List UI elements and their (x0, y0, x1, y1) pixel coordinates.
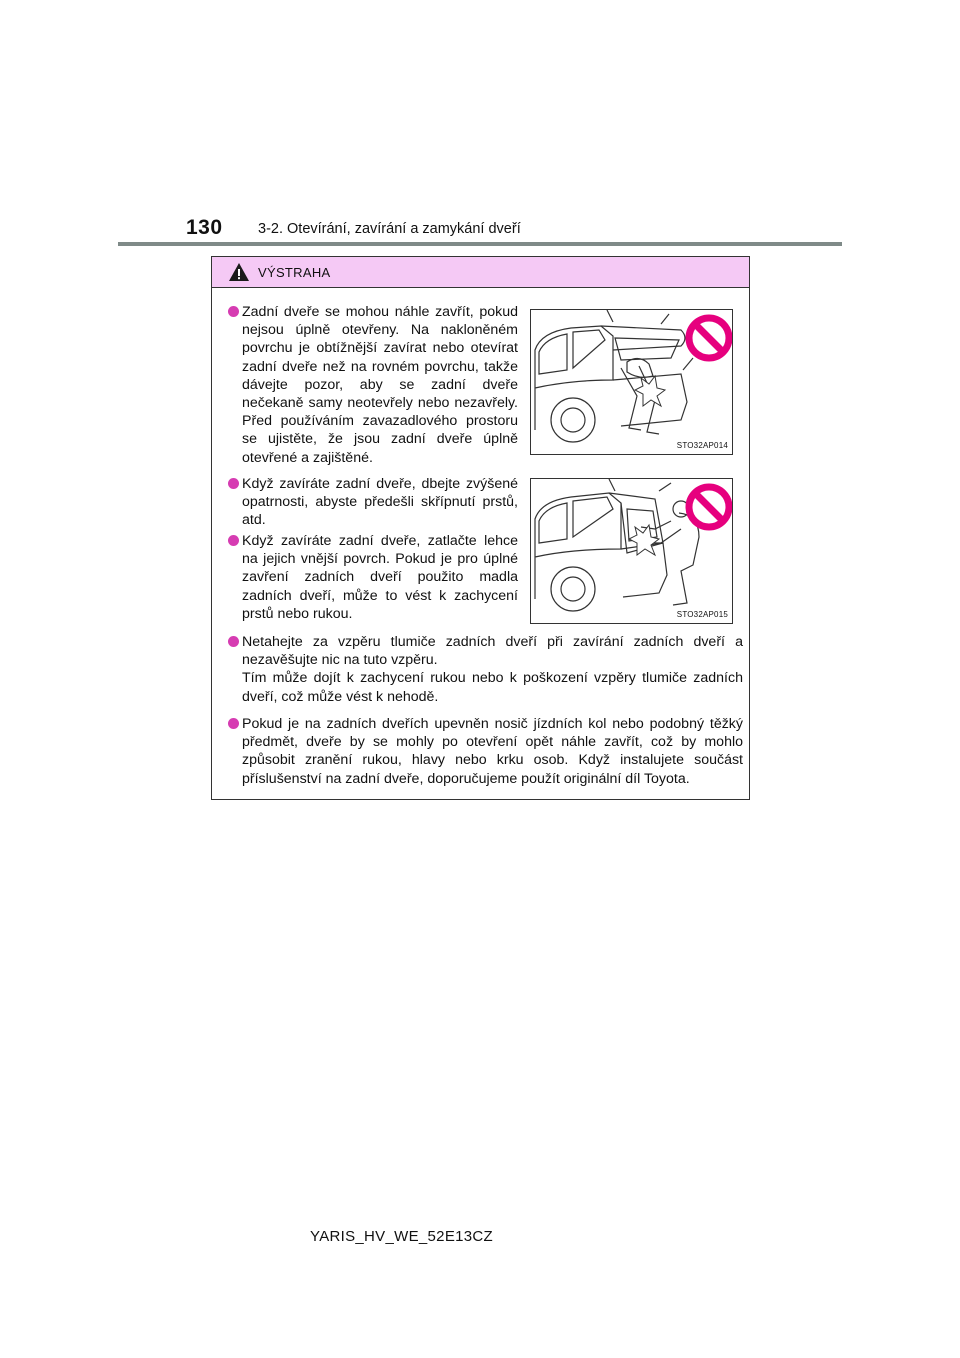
car-tailgate-illustration (531, 479, 732, 623)
car-tailgate-illustration (531, 310, 732, 454)
warning-triangle-icon (228, 262, 250, 282)
warning-box (211, 256, 750, 800)
document-id: YARIS_HV_WE_52E13CZ (310, 1228, 493, 1245)
warning-item-text: Když zavíráte zadní dveře, zatlačte lehce na jejich vnější povrch. Pokud je pro úplné zavření zadních dveří použito madla zadních dveří, může to vést k zachycení prstů nebo rukou. (242, 533, 518, 622)
warning-item-text-continued: Tím může dojít k zachycení rukou nebo k poškození vzpěry tlumiče zadních dveří, což může vést k nehodě. (242, 670, 743, 705)
bullet-icon (228, 306, 239, 317)
warning-item (228, 475, 518, 530)
illustration-code: STO32AP015 (676, 610, 728, 619)
illustration-tailgate-closing (530, 478, 733, 624)
illustration-code: STO32AP014 (676, 441, 728, 450)
warning-item (228, 633, 743, 706)
warning-item (228, 303, 518, 467)
warning-item (228, 715, 743, 788)
warning-item-text: Zadní dveře se mohou náhle zavřít, pokud nejsou úplně otevřeny. Na nakloněném povrchu je obtížnější zavírat nebo otevírat zadní dveře než na rovném povrchu, takže dávejte pozor, aby se zadní dveře nečekaně samy neotevřely nebo nezavřely. Před používáním zavazadlového prostoru se ujistěte, že jsou zadní dveře úplně otevřené a zajištěné. (242, 304, 518, 466)
warning-item-text: Když zavíráte zadní dveře, dbejte zvýšené opatrnosti, abyste předešli skřípnutí prstů, atd. (242, 476, 518, 529)
warning-item-text: Pokud je na zadních dveřích upevněn nosič jízdních kol nebo podobný těžký předmět, dveře by se mohly po otevření opět náhle zavřít, což by mohlo způsobit zranění rukou, hlavy nebo krku osob. Když instalujete součást příslušenství na zadní dveře, doporučujeme použít originální díl Toyota. (242, 716, 743, 787)
section-title: 3-2. Otevírání, zavírání a zamykání dveří (258, 221, 521, 237)
warning-item (228, 532, 518, 623)
bullet-icon (228, 718, 239, 729)
warning-title: VÝSTRAHA (258, 264, 331, 280)
page-number: 130 (186, 216, 223, 239)
header-rule (118, 242, 842, 246)
bullet-icon (228, 478, 239, 489)
illustration-tailgate-incline (530, 309, 733, 455)
bullet-icon (228, 535, 239, 546)
bullet-icon (228, 636, 239, 647)
warning-header (212, 257, 749, 288)
warning-item-text: Netahejte za vzpěru tlumiče zadních dveří při zavírání zadních dveří a nezavěšujte nic na tuto vzpěru. (242, 634, 743, 669)
